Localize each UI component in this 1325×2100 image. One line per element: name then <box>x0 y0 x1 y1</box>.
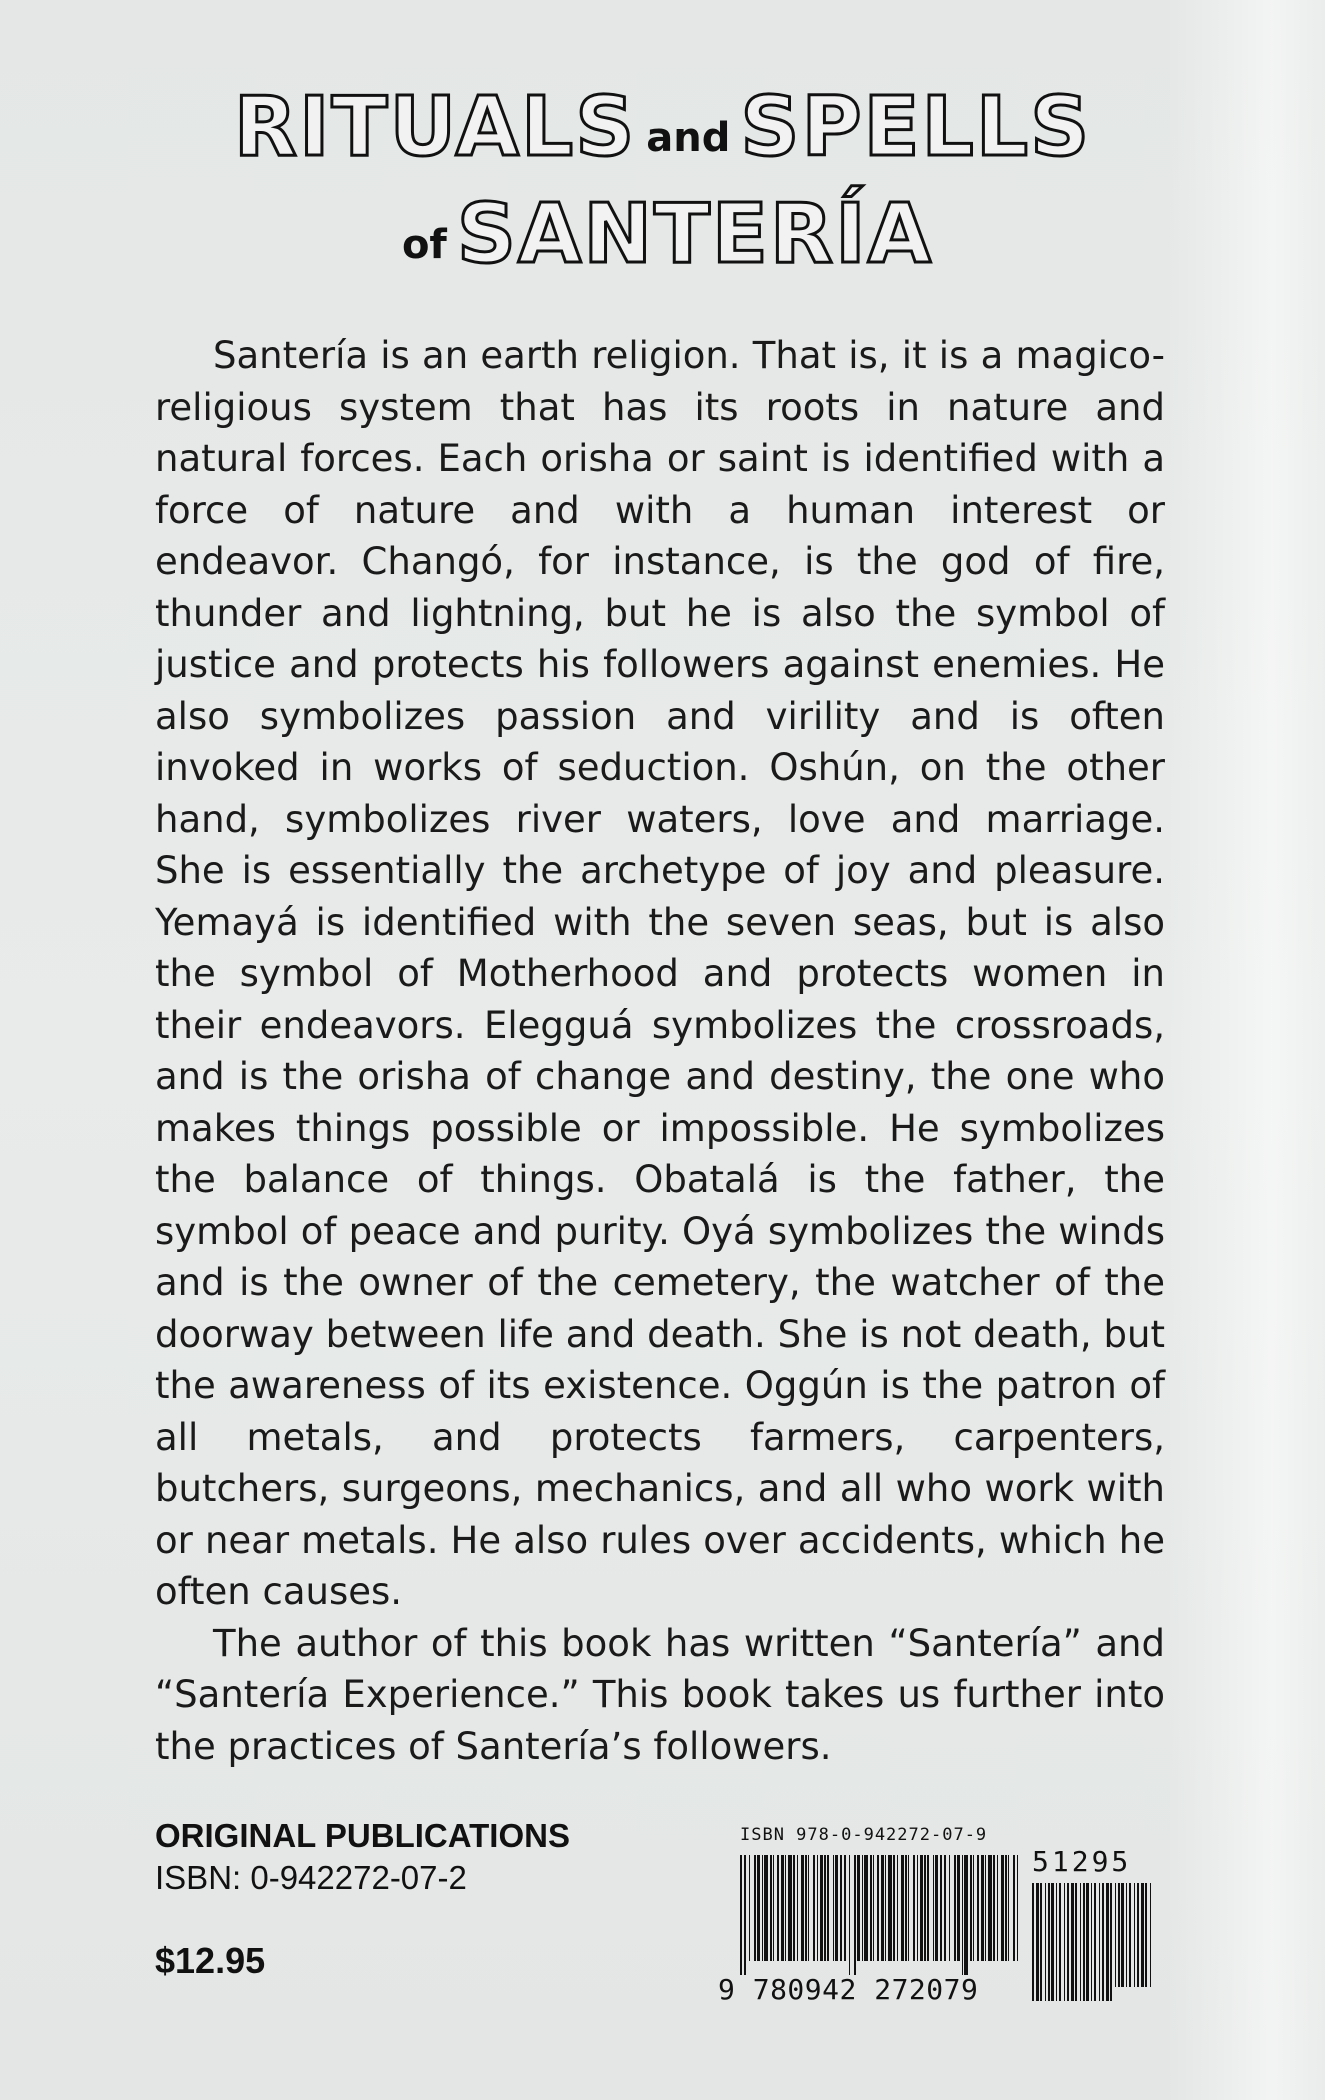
barcode-bar <box>973 1855 974 1961</box>
barcode-bar <box>770 1855 772 1961</box>
barcode-bar <box>744 1855 746 1975</box>
barcode-bar <box>1129 1883 1131 1987</box>
barcode-bar <box>1013 1855 1015 1961</box>
barcode-bar <box>797 1855 798 1961</box>
barcode-bar <box>849 1855 850 1975</box>
barcode-bar <box>888 1855 892 1961</box>
barcode-bar <box>1137 1883 1139 1987</box>
barcode-bar <box>827 1855 829 1961</box>
barcode-bar <box>1083 1883 1085 2001</box>
barcode-bar <box>793 1855 795 1961</box>
barcode-bar <box>881 1855 884 1961</box>
barcode-bar <box>977 1855 979 1961</box>
barcode-bar <box>1064 1883 1065 2001</box>
barcode-bar <box>920 1855 923 1961</box>
barcode-bar <box>873 1855 874 1961</box>
barcode-bar <box>1067 1883 1069 2001</box>
barcode-bar <box>1110 1883 1112 2001</box>
barcode-bar <box>785 1855 786 1961</box>
barcode-bar <box>773 1855 774 1961</box>
barcode-bar <box>964 1855 968 1975</box>
barcode-bar <box>813 1855 815 1961</box>
barcode-bar <box>924 1855 926 1961</box>
barcode-bar <box>1094 1883 1096 2001</box>
barcode-bar <box>788 1855 792 1961</box>
barcode-bar <box>1080 1883 1081 2001</box>
barcode-bar <box>824 1855 826 1961</box>
barcode-bar <box>981 1855 984 1961</box>
barcode-bar <box>1150 1883 1151 1987</box>
title-word-santeria: SANTERÍA <box>456 187 934 282</box>
barcode-bar <box>913 1855 915 1961</box>
barcode-bar <box>993 1855 995 1961</box>
barcode-bar <box>970 1855 972 1961</box>
barcode-bar <box>1115 1883 1116 1987</box>
title-connector-of: of <box>401 222 447 268</box>
barcode-bar <box>1040 1883 1042 2001</box>
barcode-bar <box>801 1855 804 1961</box>
barcode-bar <box>905 1855 907 1961</box>
barcode-bar <box>862 1855 863 1961</box>
barcode-bar <box>864 1855 868 1961</box>
barcode-bar <box>754 1855 756 1961</box>
barcode-bar <box>1017 1855 1018 1961</box>
barcode-bar <box>1134 1883 1135 1987</box>
barcode-bar <box>854 1855 856 1975</box>
barcode-bar <box>740 1855 742 1975</box>
barcode-bar <box>877 1855 879 1961</box>
barcode-bar <box>944 1855 946 1961</box>
barcode-bar <box>844 1855 846 1961</box>
barcode-bar <box>1099 1883 1100 2001</box>
barcode-bar <box>1059 1883 1061 2001</box>
barcode-bar <box>1036 1883 1039 2001</box>
barcode-bar <box>1106 1883 1109 2001</box>
book-description <box>155 330 1165 1772</box>
barcode-bar <box>833 1855 834 1961</box>
publisher-block <box>155 1815 570 1899</box>
barcode-bar <box>1075 1883 1077 2001</box>
barcode-bar <box>949 1855 950 1961</box>
barcode-price-code: 51295 <box>1032 1845 1132 1878</box>
barcode-bar <box>935 1855 938 1961</box>
barcode-bar <box>927 1855 929 1961</box>
barcode-digits: 9 780942 272079 <box>718 1973 979 2006</box>
barcode-bar <box>1008 1855 1009 1961</box>
barcode-bar <box>1045 1883 1046 2001</box>
barcode-bar <box>957 1855 960 1961</box>
barcode-bar <box>1091 1883 1092 2001</box>
barcode-bar <box>962 1855 963 1975</box>
barcode-isbn13-label: ISBN 978-0-942272-07-9 <box>740 1825 988 1845</box>
barcode-addon-bars <box>1032 1883 1152 2001</box>
barcode-bar <box>840 1855 842 1961</box>
barcode-bar <box>805 1855 807 1961</box>
barcode-bar <box>985 1855 986 1961</box>
barcode-bar <box>749 1855 750 1961</box>
barcode-bar <box>1056 1883 1057 2001</box>
barcode-bar <box>897 1855 898 1961</box>
barcode-bar <box>1102 1883 1104 2001</box>
barcode-bar <box>1145 1883 1147 1987</box>
barcode-bar <box>817 1855 818 1961</box>
barcode-bar <box>1032 1883 1034 2001</box>
barcode-bar <box>870 1855 872 1961</box>
publisher-isbn: ISBN: 0-942272-07-2 <box>155 1859 467 1896</box>
barcode-bar <box>1141 1883 1144 1987</box>
title-word-rituals: RITUALS <box>233 80 637 175</box>
description-paragraph-1: Santería is an earth religion. That is, it is a magico-religious system that has its roots in nature and natural forces. Each orisha or saint is identified with a force of nature and with a human interest or endeavor. Changó, for instance, is the god of fire, thunder and lightning, but he is also the symbol of justice and protects his followers against enemies. He also symbolizes passion and virility and is often invoked in works of seduction. Oshún, on the other hand, symbolizes river waters, love and marriage. She is essentially the archetype of joy and pleasure. Yemayá is identified with the seven seas, but is also the symbol of Motherhood and protects women in their endeavors. Elegguá symbolizes the crossroads, and is the orisha of change and destiny, the one who makes things possible or impossible. He symbolizes the balance of things. Obatalá is the father, the symbol of peace and purity. Oyá symbolizes the winds and is the owner of the cemetery, the watcher of the doorway between life and death. She is not death, but the awareness of its existence. Oggún is the patron of all metals, and protects farmers, carpenters, butchers, surgeons, mechanics, and all who work with or near metals. He also rules over accidents, which he often causes. <box>155 334 1165 1613</box>
barcode-bar <box>1051 1883 1054 2001</box>
barcode-bar <box>808 1855 809 1961</box>
barcode-bar <box>835 1855 838 1961</box>
barcode-bar <box>940 1855 942 1961</box>
publisher-name: ORIGINAL PUBLICATIONS <box>155 1817 570 1854</box>
barcode-bar <box>857 1855 860 1961</box>
barcode-bar <box>1086 1883 1089 2001</box>
barcode-bar <box>1005 1855 1007 1961</box>
title-word-spells: SPELLS <box>740 80 1092 175</box>
barcode-bar <box>1118 1883 1120 1987</box>
barcode-bar <box>893 1855 895 1961</box>
barcode-bar <box>1001 1855 1004 1961</box>
barcode-bar <box>954 1855 956 1961</box>
barcode-bar <box>1048 1883 1050 2001</box>
description-paragraph-2: The author of this book has written “Santería” and “Santería Experience.” This book takes us further into the practices of Santería’s followers. <box>155 1621 1165 1768</box>
book-title-line-1 <box>0 78 1325 188</box>
barcode-bar <box>762 1855 763 1961</box>
barcode-bar <box>764 1855 768 1961</box>
price-label: $12.95 <box>155 1940 266 1981</box>
book-title-line-2 <box>0 185 1325 295</box>
barcode-bar <box>901 1855 904 1961</box>
barcode-bar <box>1071 1883 1074 2001</box>
barcode <box>718 1825 1180 2010</box>
barcode-bar <box>1121 1883 1124 1987</box>
barcode-bar <box>777 1855 779 1961</box>
barcode-bar <box>908 1855 909 1961</box>
barcode-main-bars <box>740 1855 1018 1975</box>
barcode-bar <box>933 1855 934 1961</box>
title-connector-and: and <box>646 115 731 161</box>
barcode-bar <box>781 1855 784 1961</box>
barcode-bar <box>820 1855 823 1961</box>
barcode-bar <box>757 1855 760 1961</box>
barcode-bar <box>997 1855 998 1961</box>
barcode-bar <box>988 1855 992 1961</box>
barcode-bar <box>1126 1883 1127 1987</box>
barcode-bar <box>885 1855 886 1961</box>
barcode-bar <box>917 1855 918 1961</box>
